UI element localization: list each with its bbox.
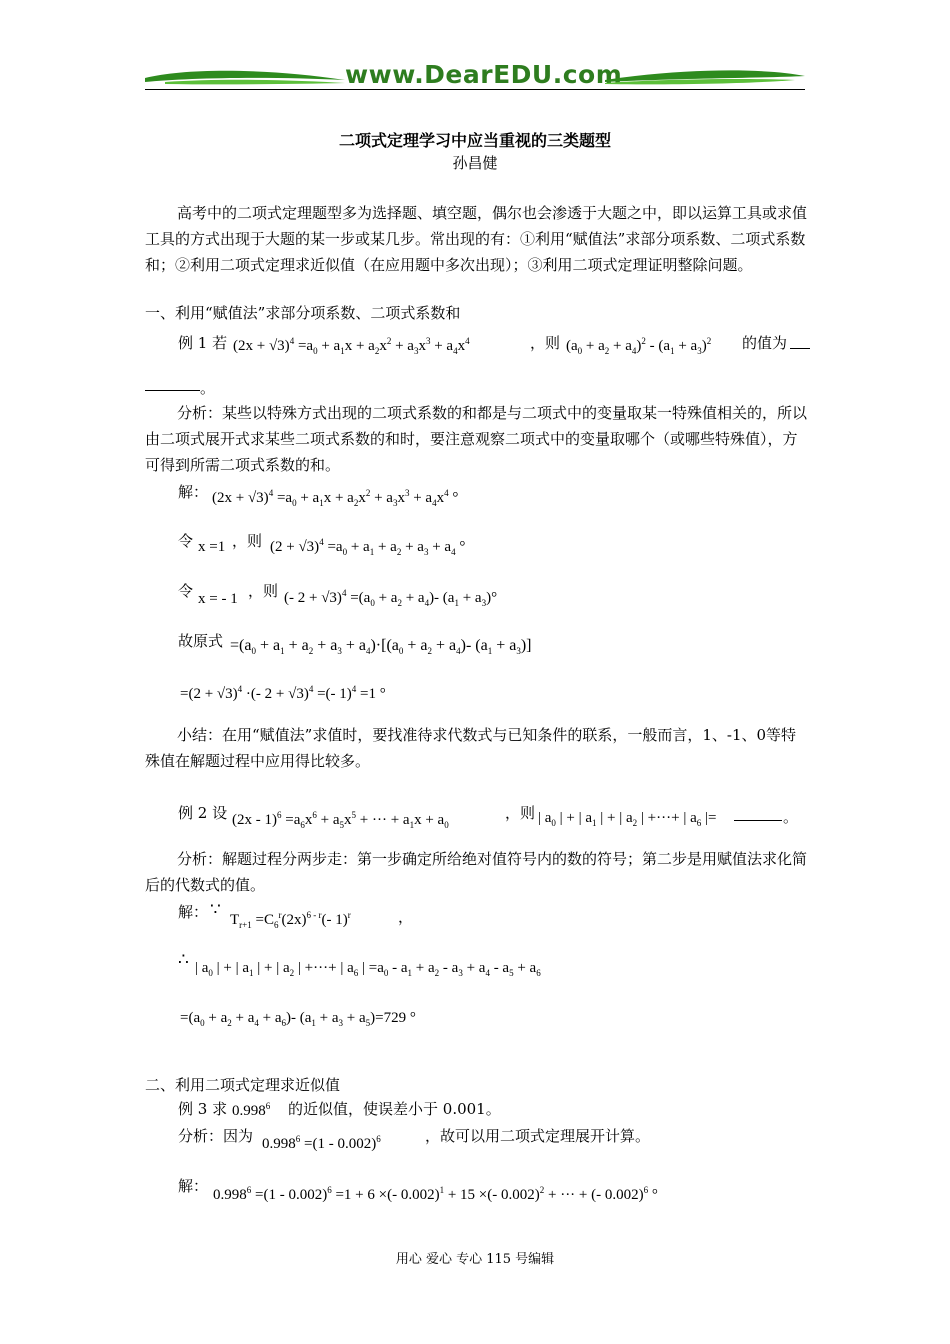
ex1-blank-line-1 [790, 348, 810, 349]
ex3-value: 0.998$^6$ [232, 1101, 271, 1119]
ex1-label: 例 1 若 [178, 334, 228, 352]
ex2-mid: ，则 [505, 804, 536, 822]
ex1-let2-then: ，则 [248, 582, 279, 600]
ex2-abs-expansion: | $a_0$ | + | $a_1$ | + | $a_2$ | +···+ | $a_6$ | $=a_0 - a_1 + a_2 - a_3 + a_4 - a_5 + a_6$ [195, 960, 541, 978]
site-logo: www.DearEDU.com [345, 60, 623, 89]
ex1-blank-line-2 [145, 390, 200, 391]
section-heading-2: 二、利用二项式定理求近似值 [145, 1076, 341, 1094]
page-footer: 用心 爱心 专心 115 号编辑 [395, 1252, 555, 1267]
ex2-analysis: 分析：解题过程分两步走：第一步确定所给绝对值符号内的数的符号；第二步是用赋值法求化简后的代数式的值。 [145, 850, 808, 894]
ex1-mid: ，则 [530, 334, 561, 352]
ex1-solution-eq: $(2x + √3)^4 =a_0 + a_1x + a_2x^2 + a_3x^3 + a_4x^4$ ° [212, 488, 459, 508]
ex3-label: 例 3 求 [178, 1100, 228, 1118]
ex2-result-eq: $=(a_0 + a_2 + a_4 + a_6)-$ $(a_1 + a_3 + a_5)=729$ ° [180, 1010, 416, 1028]
ex1-result-eq: $=(2 + √3)^4$ ·(- 2 + √3)$^4$ =(- 1)$^4$ =1 ° [180, 684, 386, 702]
ex1-tail: 的值为 [742, 334, 788, 352]
ex1-target-expr: $(a_0 + a_2 + a_4)^2 - (a_1 + a_3)^2$ [566, 336, 712, 356]
ex1-blank-end: 。 [200, 379, 216, 397]
ex2-label: 例 2 设 [178, 804, 228, 822]
ex3-analysis-eq: $0.998^6 =(1 - 0.002)^6$ [262, 1134, 381, 1152]
ex1-let1-eq: $(2 + √3)^4 =a_0 + a_1 + a_2 + a_3 + a_4$ ° [270, 537, 466, 557]
therefore-symbol: ∴ [178, 950, 189, 970]
header-rule [145, 89, 805, 90]
ex2-general-term: $T_{r+1} =C_6^r(2x)^{6 - r}(-$ 1)$^r$ [230, 910, 351, 930]
ex3-solution-eq: $0.998^6 =(1 - 0.002)^6 =1 + 6$ ×(- 0.002)$^1$ + 15 ×(- 0.002)$^2$ + ··· + (- 0.002)$^6$ ° [213, 1185, 658, 1203]
ex3-analysis-tail: ，故可以用二项式定理展开计算。 [425, 1127, 651, 1145]
ex1-orig-label: 故原式 [178, 632, 224, 650]
because-symbol: ∵ [210, 900, 221, 920]
ex3-tail: 的近似值，使误差小于 0.001。 [288, 1100, 501, 1118]
header-swoosh-left [145, 66, 345, 88]
ex2-end: 。 [783, 808, 799, 826]
intro-paragraph: 高考中的二项式定理题型多为选择题、填空题，偶尔也会渗透于大题之中，即以运算工具或求值工具的方式出现于大题的某一步或某几步。常出现的有：①利用“赋值法”求部分项系数、二项式系数和；②利用二项式定理求近似值（在应用题中多次出现）；③利用二项式定理证明整除问题。 [145, 204, 808, 274]
page-title: 二项式定理学习中应当重视的三类题型 [338, 131, 611, 150]
ex1-equation: $(2x + √3)^4 =a_0 + a_1x + a_2x^2 + a_3x^3 + a_4x^4$ [233, 336, 470, 356]
ex2-comma: ， [398, 908, 414, 926]
ex1-let1-then: ，则 [232, 532, 263, 550]
ex1-let2-label: 令 [178, 582, 194, 600]
ex2-solution-label: 解： [178, 903, 209, 921]
ex3-analysis-label: 分析：因为 [178, 1127, 254, 1145]
ex1-analysis: 分析：某些以特殊方式出现的二项式系数的和都是与二项式中的变量取某一特殊值相关的，所以由二项式展开式求某些二项式系数的和时，要注意观察二项式中的变量取哪个（或哪些特殊值），方可得到所需二项式系数的和。 [145, 404, 808, 474]
ex1-let1-value: x =1 [198, 539, 226, 555]
ex1-let1-label: 令 [178, 532, 194, 550]
ex1-let2-value: x = - 1 [198, 591, 238, 607]
ex3-solution-label: 解： [178, 1177, 209, 1195]
ex1-let2-eq: (- $2 + √3)^4 =(a_0 + a_2 + a_4)-$ $(a_1 + a_3)^\circ$ [284, 588, 498, 608]
author: 孙昌健 [452, 154, 498, 172]
ex2-target-expr: | $a_0$ | + | $a_1$ | + | $a_2$ | +···+ | $a_6$ |= [538, 810, 717, 828]
ex2-equation: $(2x - 1)^6 =a_6x^6 + a_5x^5$ + ··· + $a_1x + a_0$ [232, 810, 449, 830]
ex2-blank-line [734, 820, 782, 821]
section-heading-1: 一、利用“赋值法”求部分项系数、二项式系数和 [145, 304, 461, 322]
ex1-summary: 小结：在用“赋值法”求值时，要找准待求代数式与已知条件的联系，一般而言，1、-1、0等特殊值在解题过程中应用得比较多。 [145, 726, 797, 770]
ex1-orig-eq: $=(a_0 + a_1 + a_2 + a_3 + a_4)\cdot[(a_0 + a_2 + a_4)-$ $(a_1 + a_3)$] [230, 637, 532, 657]
header-swoosh-right [605, 66, 805, 88]
ex1-solution-label: 解： [178, 483, 209, 501]
